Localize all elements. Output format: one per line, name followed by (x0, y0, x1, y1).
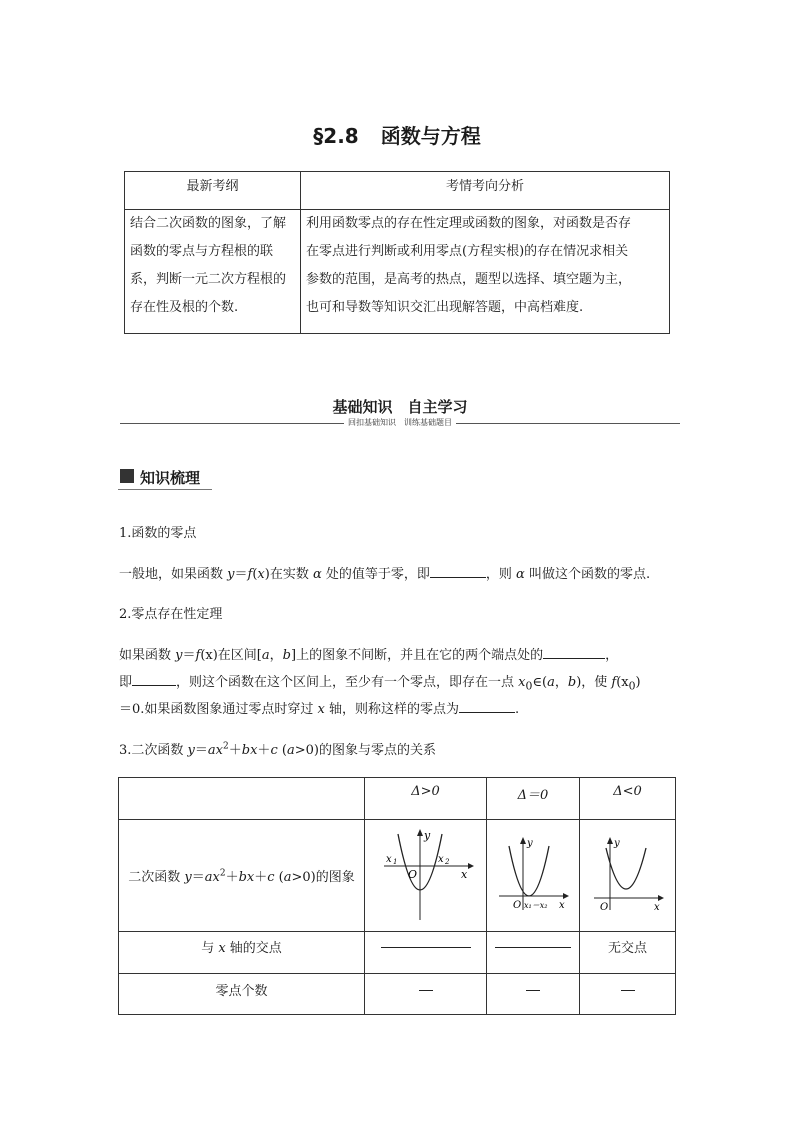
section-heading: 基础知识 自主学习 (332, 398, 468, 416)
outline-right-line: 参数的范围，是高考的热点，题型以选择、填空题为主， (306, 272, 632, 287)
origin-label: O (407, 867, 417, 881)
graph-delta-positive-cell (365, 820, 487, 932)
text: ＝ (182, 648, 196, 663)
text: ＋ (257, 743, 271, 758)
fill-blank[interactable] (495, 937, 571, 948)
text: a (261, 648, 270, 663)
paragraph-2-line-1 (119, 644, 618, 663)
knowledge-underline (118, 489, 212, 490)
outline-left-cell (125, 210, 301, 334)
x-label: x (653, 901, 660, 913)
text: 如果函数 (119, 648, 176, 663)
origin-label: O (513, 899, 522, 911)
text: ，则 (485, 567, 517, 582)
outline-header-right: 考情考向分析 (301, 172, 670, 210)
heading-1: 1.函数的零点 (119, 526, 197, 541)
text: x (218, 941, 226, 956)
paragraph-1 (119, 563, 650, 582)
text: Δ＝0 (517, 788, 549, 803)
text: >0)的图象与零点的关系 (294, 743, 436, 758)
section-number: §2.8 (313, 124, 359, 148)
fill-blank[interactable] (419, 982, 433, 991)
text: 与 (201, 941, 219, 956)
text: ]上的图象不间断，并且在它的两个端点处的 (291, 648, 544, 663)
fill-blank[interactable] (430, 565, 486, 578)
x2-subscript: 2 (444, 857, 449, 866)
outline-header-left: 最新考纲 (125, 172, 301, 210)
text: ＋ (228, 743, 242, 758)
fill-blank[interactable] (543, 646, 605, 659)
paragraph-2-line-2 (119, 671, 641, 693)
fill-blank[interactable] (526, 982, 540, 991)
parabola-two-roots-graph (376, 826, 476, 922)
x1-subscript: 1 (392, 857, 397, 866)
x-label: x (460, 867, 467, 881)
outline-table (124, 171, 670, 334)
header-delta-positive (365, 778, 487, 820)
intersection-row-label (119, 932, 365, 974)
outline-left-line: 函数的零点与方程根的联 (130, 244, 274, 259)
graph-row-label (119, 820, 365, 932)
double-root-label: x₁＝x₂ (524, 900, 548, 910)
knowledge-title: 知识梳理 (140, 469, 201, 487)
zero-count-blank (580, 974, 676, 1015)
text: 叫做这个函数的零点. (524, 567, 651, 582)
parabola-one-root-graph (493, 834, 573, 914)
text: 二次函数 (128, 870, 185, 885)
fill-blank[interactable] (459, 700, 515, 713)
text: bx (241, 743, 258, 758)
text: a (547, 675, 555, 690)
text: ＝ (234, 567, 248, 582)
x-axis-arrow-icon (468, 863, 474, 869)
text: ) (635, 675, 641, 690)
text: . (515, 702, 520, 717)
text: ， (554, 675, 568, 690)
y-axis-arrow-icon (607, 837, 613, 844)
text: (x (616, 675, 629, 690)
text: )在实数 (264, 567, 313, 582)
parabola-curve (509, 846, 549, 896)
text: x (257, 567, 265, 582)
text: (x)在区间[ (200, 648, 262, 663)
y-label: y (527, 837, 533, 849)
text: α (312, 567, 322, 582)
parabola-no-roots-graph (588, 834, 668, 914)
outline-left-line: 结合二次函数的图象，了解 (130, 216, 287, 231)
text: b (282, 648, 291, 663)
text: 2 (219, 868, 226, 879)
text: x (317, 702, 325, 717)
y-axis-arrow-icon (520, 837, 526, 844)
text: ( (252, 567, 258, 582)
text: f (611, 675, 617, 690)
text: y (175, 648, 183, 663)
outline-right-cell (301, 210, 670, 334)
outline-right-line: 在零点进行判断或利用零点(方程实根)的存在情况求相关 (306, 244, 629, 259)
x1-label: x (385, 853, 392, 865)
text: ， (605, 648, 619, 663)
text: ( (277, 743, 287, 758)
text: ＝ (191, 870, 205, 885)
text: 一般地，如果函数 (119, 567, 228, 582)
text: b (567, 675, 577, 690)
y-axis-arrow-icon (417, 829, 423, 836)
intersection-blank-cell (365, 932, 487, 974)
text: ＝0.如果函数图象通过零点时穿过 (119, 702, 318, 717)
text: 0 (628, 679, 636, 693)
text: Δ<0 (613, 784, 642, 799)
heading-3 (119, 739, 436, 758)
text: c (270, 743, 278, 758)
x-axis-arrow-icon (658, 895, 664, 901)
x-axis-arrow-icon (563, 893, 569, 899)
text: y (184, 870, 192, 885)
text: x (518, 675, 526, 690)
text: α (516, 567, 525, 582)
text: 3.二次函数 (119, 743, 188, 758)
header-empty-cell (119, 778, 365, 820)
text: c (267, 870, 275, 885)
x-label: x (559, 899, 565, 911)
text: ＋ (225, 870, 239, 885)
text: ，则这个函数在这个区间上，至少有一个零点，即存在一点 (176, 675, 519, 690)
text: 轴，则称这样的零点为 (324, 702, 460, 717)
text: ax (204, 870, 220, 885)
text: ( (274, 870, 284, 885)
text: ， (269, 648, 283, 663)
zero-count-blank (365, 974, 487, 1015)
text: )，使 (576, 675, 612, 690)
zero-count-label: 零点个数 (119, 974, 365, 1015)
header-delta-negative (580, 778, 676, 820)
intersection-blank-cell (487, 932, 580, 974)
y-label: y (613, 837, 620, 849)
page-title (0, 120, 794, 149)
text: Δ>0 (411, 784, 440, 799)
section-title-text: 函数与方程 (380, 124, 481, 148)
knowledge-square-icon (120, 469, 134, 483)
text: a (286, 743, 295, 758)
text: ＋ (254, 870, 268, 885)
fill-blank[interactable] (381, 937, 471, 948)
text: ＝ (194, 743, 208, 758)
text: f (195, 648, 201, 663)
section-subtitle-text: 回扣基础知识 训练基础题目 (344, 418, 456, 427)
outline-right-line: 也可和导数等知识交汇出现解答题，中高档难度. (306, 300, 584, 315)
text: ∈( (532, 675, 548, 690)
text: 轴的交点 (225, 941, 282, 956)
text: y (227, 567, 235, 582)
no-intersection-cell: 无交点 (580, 932, 676, 974)
graph-delta-negative-cell (580, 820, 676, 932)
zero-count-blank (487, 974, 580, 1015)
origin-label: O (599, 901, 608, 913)
text: a (283, 870, 292, 885)
text: f (247, 567, 253, 582)
parabola-curve (606, 848, 646, 889)
text: y (187, 743, 195, 758)
quadratic-table (118, 777, 676, 1015)
header-delta-zero (487, 778, 580, 820)
fill-blank[interactable] (621, 982, 635, 991)
text: bx (238, 870, 255, 885)
section-subtitle (0, 417, 794, 428)
fill-blank[interactable] (132, 673, 176, 686)
text: ax (207, 743, 224, 758)
outline-left-line: 系，判断一元二次方程根的 (130, 272, 287, 287)
y-label: y (423, 828, 430, 842)
paragraph-2-line-3 (119, 698, 519, 717)
text: 2 (223, 741, 229, 752)
text: 处的值等于零，即 (321, 567, 430, 582)
outline-left-line: 存在性及根的个数. (130, 300, 239, 315)
graph-delta-zero-cell (487, 820, 580, 932)
heading-2: 2.零点存在性定理 (119, 607, 223, 622)
text: 即 (119, 675, 133, 690)
x2-label: x (437, 853, 444, 865)
text: 0 (525, 679, 533, 693)
text: >0)的图象 (291, 870, 355, 885)
outline-right-line: 利用函数零点的存在性定理或函数的图象，对函数是否存 (306, 216, 632, 231)
